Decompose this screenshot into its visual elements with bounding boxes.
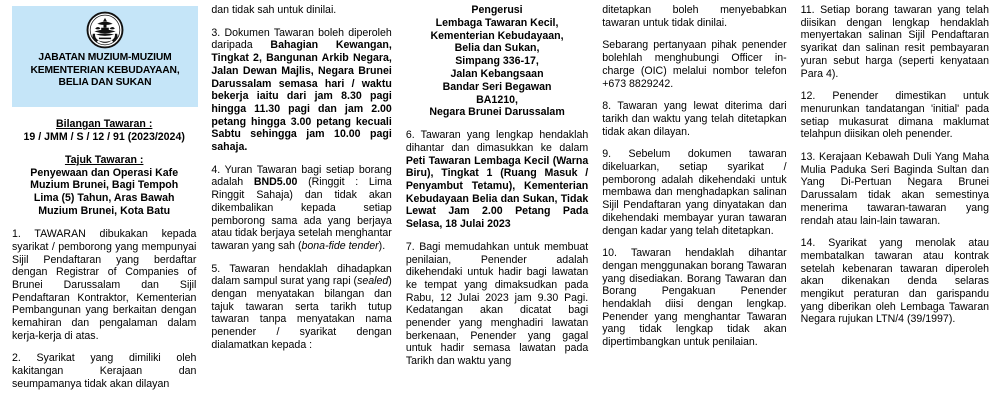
- address-line-8: BA1210,: [476, 93, 518, 106]
- paragraph-5-tail: ) dengan menyatakan bilangan dan tajuk tawaran serta tarikh tutup tawaran tanpa menyatakan nama penender / syarikat dengan dialamatkan kepada :: [211, 275, 392, 351]
- paragraph-3: [211, 27, 391, 154]
- submission-address-block: [406, 4, 588, 119]
- address-line-4: Belia dan Sukan,: [454, 42, 540, 55]
- paragraph-5: [211, 263, 391, 352]
- brunei-government-crest-icon: [86, 11, 124, 49]
- column-1: [4, 4, 204, 415]
- sealed-term: sealed: [357, 275, 389, 288]
- paragraph-7-continued: ditetapkan boleh menyebabkan tawaran untuk tidak dinilai.: [602, 4, 787, 29]
- column-3: [399, 4, 595, 415]
- tender-title-label: Tajuk Tawaran :: [64, 154, 144, 167]
- paragraph-5-lead: 5. Tawaran hendaklah dihadapkan dalam sampul surat yang rapi (: [211, 262, 392, 288]
- tender-number-label: Bilangan Tawaran :: [56, 118, 153, 130]
- tender-fee-amount: BND5.00: [253, 176, 298, 189]
- tender-title-line-3: Lima (5) Tahun, Aras Bawah: [33, 191, 175, 204]
- paragraph-7: 7. Bagi memudahkan untuk membuat penilaian, Penender adalah dikehendaki untuk hadir bagi lawatan ke tempat yang dimaksudkan pada Rabu, 12 Julai 2023 jam 9.30 Pagi. Kedatangan akan dicatat bagi penender yang menghadiri lawatan berkenaan, Penender yang gagal untuk hadir semasa lawatan pada Tarikh dan waktu yang: [405, 240, 589, 368]
- paragraph-8: 8. Tawaran yang lewat diterima dari tarikh dan waktu yang telah ditetapkan tidak akan dilayan.: [602, 100, 787, 138]
- tender-title-line-1: Penyewaan dan Operasi Kafe: [30, 166, 179, 179]
- paragraph-1: 1. TAWARAN dibukakan kepada syarikat / pemborong yang mempunyai Sijil Pendaftaran yang berdaftar dengan Registrar of Companies of Brunei Darussalam dan Sijil Pendaftaran Kontraktor, Kementerian Pembangunan yang berkaitan dengan kemahiran dan pengalaman dalam kerja-kerja di atas.: [12, 228, 197, 342]
- address-line-1: Pengerusi: [471, 4, 523, 16]
- submission-box-details: Peti Tawaran Lembaga Kecil (Warna Biru), Tingkat 1 (Ruang Masuk / Penyambut Tetamu), Kementerian Kebudayaan Belia dan Sukan, Tidak Lewat Jam 2.00 Petang Pada Selasa, 18 Julai 2023: [405, 154, 589, 231]
- paragraph-2-continued: dan tidak sah untuk dinilai.: [211, 4, 337, 16]
- column-2: [204, 4, 398, 415]
- paragraph-6: [406, 129, 588, 231]
- paragraph-3-emphasis: Bahagian Kewangan, Tingkat 2, Bangunan Arkib Negara, Jalan Dewan Majlis, Negara Brunei Darussalam semasa hari / waktu bekerja iaitu dari jam 8.30 pagi hingga 11.30 pagi dan jam 2.00 petang hingga 3.00 petang kecuali Sabtu sehingga jam 10.00 pagi sahaja.: [211, 39, 392, 154]
- masthead-org-line-3: BELIA DAN SUKAN: [58, 77, 152, 89]
- bona-fide-tender-term: bona-fide tender: [301, 239, 379, 252]
- paragraph-10: 10. Tawaran hendaklah dihantar dengan menggunakan borang Tawaran yang disediakan. Borang Tawaran dan Borang Pengakuan Penender hendaklah diisi dengan lengkap. Penender yang menghantar Tawaran yang tidak lengkap tidak akan dipertimbangkan untuk penilaian.: [602, 247, 787, 349]
- masthead-banner: [12, 6, 198, 107]
- address-line-5: Simpang 336-17,: [455, 55, 539, 68]
- paragraph-4-lead: 4. Yuran Tawaran bagi setiap borang adalah: [211, 163, 392, 189]
- paragraph-14: 14. Syarikat yang menolak atau membatalkan tawaran atau kontrak setelah kebenaran tawaran diperoleh akan dikenakan denda selaras mengikut peraturan dan garispandu yang diberikan oleh Lembaga Tawaran Negara rujukan LTN/4 (39/1997).: [800, 237, 989, 326]
- contact-paragraph: Sebarang pertanyaan pihak penender bolehlah menghubungi Officer in-charge (OIC) melalui nombor telefon +673 8829242.: [602, 39, 787, 90]
- tender-title-line-4: Muzium Brunei, Kota Batu: [38, 204, 171, 217]
- paragraph-6-lead: 6. Tawaran yang lengkap hendaklah dihantar dan dimasukkan ke dalam: [405, 129, 589, 154]
- address-line-6: Jalan Kebangsaan: [450, 67, 544, 80]
- address-line-7: Bandar Seri Begawan: [442, 80, 552, 93]
- tender-number-value: 19 / JMM / S / 12 / 91 (2023/2024): [23, 130, 185, 143]
- tender-title-line-2: Muzium Brunei, Bagi Tempoh: [30, 179, 179, 192]
- tender-number-block: [12, 118, 196, 143]
- tender-title-block: [12, 154, 196, 217]
- paragraph-2: 2. Syarikat yang dimiliki oleh kakitangan Kerajaan dan seumpamanya tidak akan dilayan: [12, 352, 197, 390]
- column-5: [794, 4, 996, 415]
- paragraph-12: 12. Penender dimestikan untuk menurunkan tandatangan 'initial' pada setiap mukasurat dimana maklumat telahpun diisikan oleh penender.: [800, 90, 989, 141]
- paragraph-4: [211, 164, 391, 253]
- paragraph-4-middle: (Ringgit : Lima Ringgit Sahaja) dan tidak akan dikembalikan kepada setiap pemborong sama ada yang berjaya atau tidak berjaya setelah menghantar tawaran yang sah (: [211, 176, 392, 252]
- paragraph-9: 9. Sebelum dokumen tawaran dikeluarkan, setiap syarikat / pemborong adalah dikehendaki untuk membawa dan menghadapkan salinan Sijil Pendaftaran yang dinyatakan dan dikehendaki membayar yuran tawaran dengan kadar yang telah ditetapkan.: [602, 148, 787, 237]
- column-4: [595, 4, 793, 415]
- masthead-org-line-1: JABATAN MUZIUM-MUZIUM: [38, 52, 172, 63]
- paragraph-13: 13. Kerajaan Kebawah Duli Yang Maha Mulia Paduka Seri Baginda Sultan dan Yang Di-Pertuan Negara Brunei Darussalam tidak akan semestinya menerima tawaran-tawaran yang rendah atau lain-lain tawaran.: [800, 151, 989, 227]
- masthead-org-line-2: KEMENTERIAN KEBUDAYAAN,: [30, 64, 180, 76]
- address-line-2: Lembaga Tawaran Kecil,: [435, 16, 559, 29]
- address-line-3: Kementerian Kebudayaan,: [430, 29, 564, 42]
- paragraph-3-lead: 3. Dokumen Tawaran boleh diperoleh daripada: [211, 26, 392, 52]
- address-line-9: Negara Brunei Darussalam: [429, 106, 565, 119]
- paragraph-11: 11. Setiap borang tawaran yang telah diisikan dengan lengkap hendaklah menyertakan salinan Sijil Pendaftaran syarikat dan salinan resit pembayaran yuran sebut harga (seperti kenyataan Para 4).: [800, 4, 989, 80]
- paragraph-4-tail: ).: [378, 239, 386, 252]
